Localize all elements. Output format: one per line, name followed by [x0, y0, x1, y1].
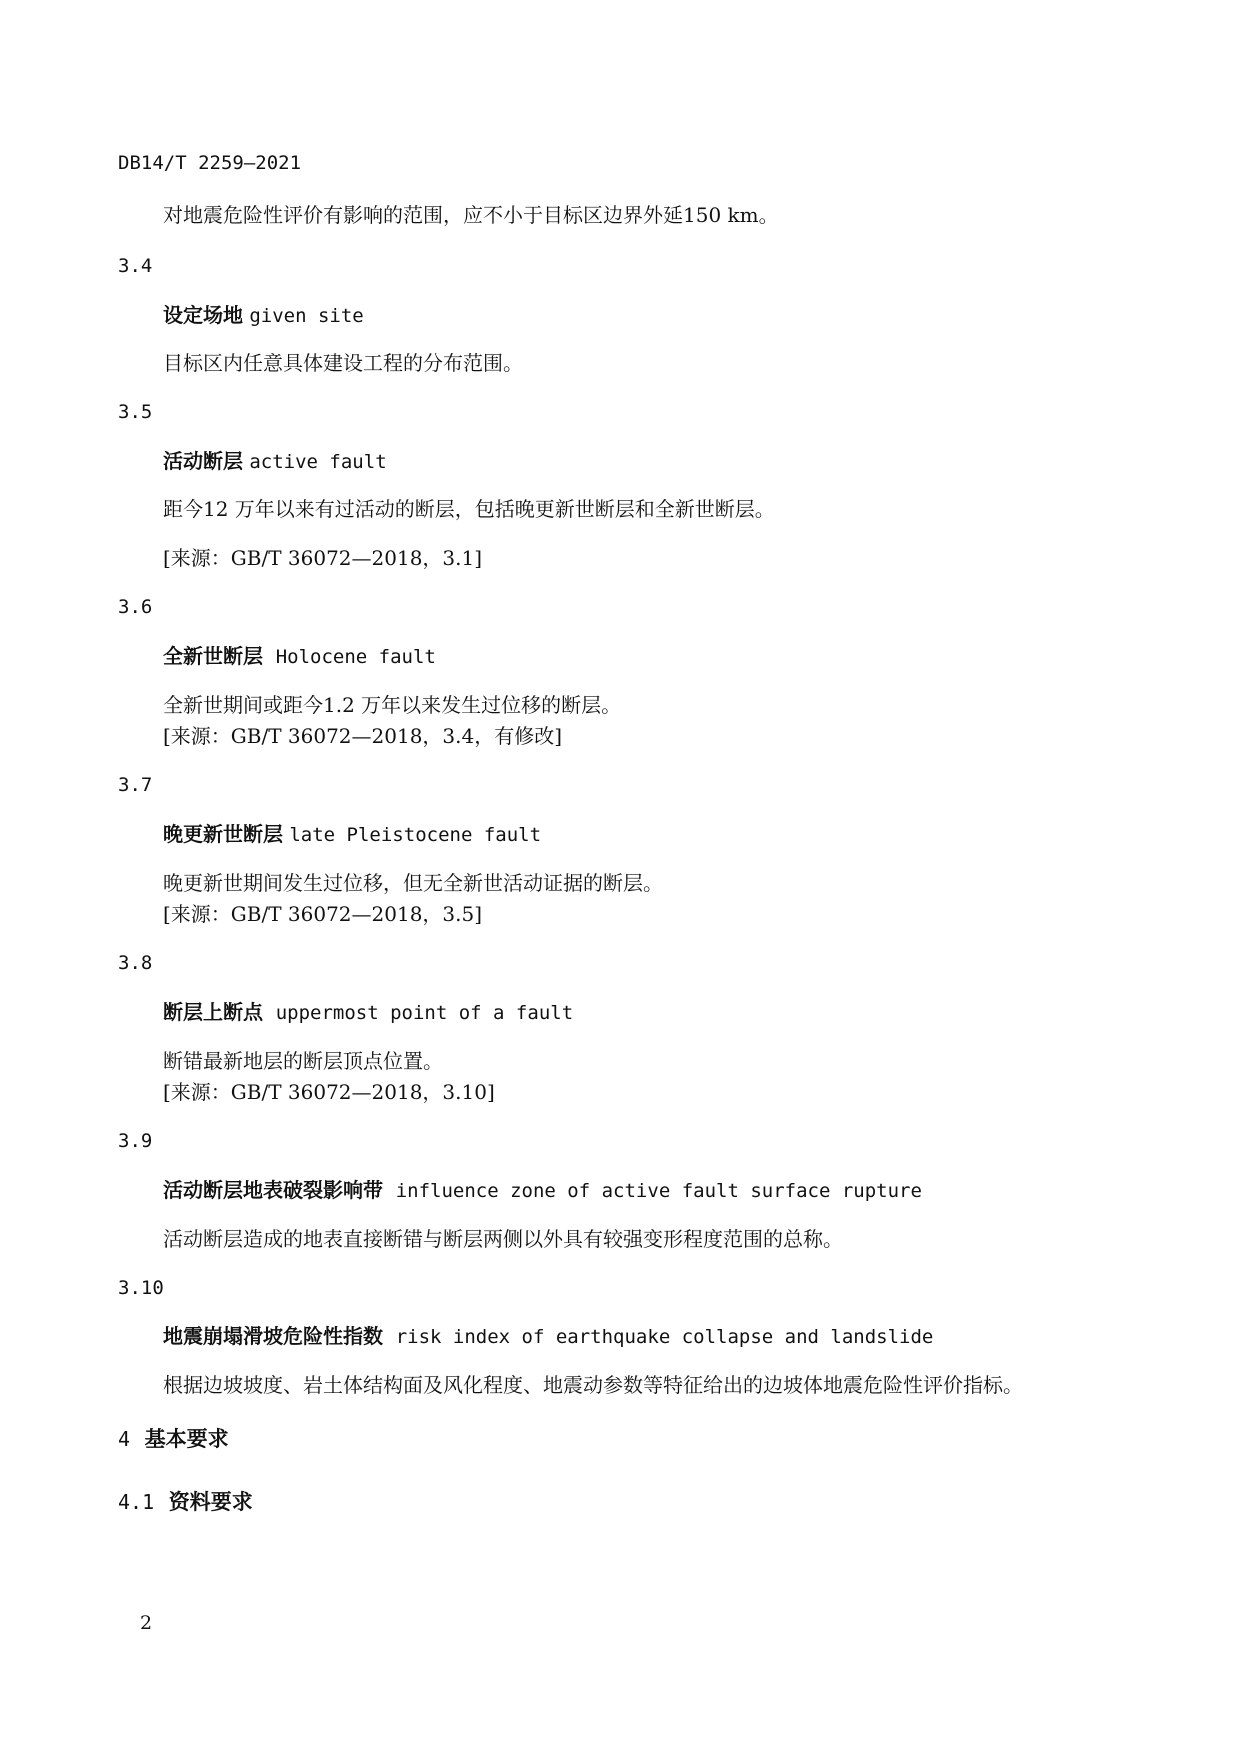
term-number: 3.5	[118, 401, 153, 423]
section-heading	[118, 1426, 229, 1452]
term-name-cn: 晚更新世断层	[163, 822, 283, 846]
term-name-en: Holocene fault	[275, 646, 436, 668]
term-name-cn: 地震崩塌滑坡危险性指数	[163, 1324, 383, 1348]
term-name-en: risk index of earthquake collapse and landslide	[395, 1326, 934, 1348]
term-heading	[163, 1323, 933, 1350]
term-name-en: late Pleistocene fault	[289, 824, 542, 846]
term-heading	[163, 448, 387, 475]
term-source: [来源：GB/T 36072—2018，3.10]	[163, 1080, 495, 1104]
term-name-cn: 设定场地	[163, 303, 243, 327]
term-heading	[163, 643, 436, 670]
page-number: 2	[140, 1612, 153, 1634]
term-definition: 距今12 万年以来有过活动的断层，包括晚更新世断层和全新世断层。	[163, 497, 775, 521]
section-number: 4	[118, 1427, 131, 1451]
term-name-en: influence zone of active fault surface rupture	[395, 1180, 922, 1202]
term-name-cn: 活动断层地表破裂影响带	[163, 1178, 383, 1202]
term-number: 3.8	[118, 952, 153, 974]
term-definition: 全新世期间或距今1.2 万年以来发生过位移的断层。	[163, 693, 622, 717]
term-definition: 目标区内任意具体建设工程的分布范围。	[163, 351, 523, 375]
term-definition: 断错最新地层的断层顶点位置。	[163, 1049, 443, 1073]
term-heading	[163, 302, 364, 329]
term-source: [来源：GB/T 36072—2018，3.4，有修改]	[163, 724, 563, 748]
term-definition: 根据边坡坡度、岩土体结构面及风化程度、地震动参数等特征给出的边坡体地震危险性评价指标。	[163, 1373, 1023, 1397]
term-number: 3.10	[118, 1277, 164, 1299]
term-definition: 晚更新世期间发生过位移，但无全新世活动证据的断层。	[163, 871, 663, 895]
term-number: 3.6	[118, 596, 153, 618]
term-name-en: active fault	[249, 451, 387, 473]
term-number: 3.4	[118, 255, 153, 277]
document-code-header: DB14/T 2259—2021	[118, 152, 302, 174]
term-name-en: given site	[249, 305, 364, 327]
term-number: 3.7	[118, 774, 153, 796]
term-definition: 活动断层造成的地表直接断错与断层两侧以外具有较强变形程度范围的总称。	[163, 1227, 843, 1251]
term-heading	[163, 999, 573, 1026]
subsection-title: 资料要求	[168, 1490, 253, 1514]
term-number: 3.9	[118, 1130, 153, 1152]
term-name-en: uppermost point of a fault	[275, 1002, 574, 1024]
term-name-cn: 活动断层	[163, 449, 243, 473]
term-name-cn: 全新世断层	[163, 644, 263, 668]
subsection-heading	[118, 1489, 253, 1515]
term-name-cn: 断层上断点	[163, 1000, 263, 1024]
term-heading	[163, 821, 541, 848]
subsection-number: 4.1	[118, 1490, 155, 1514]
term-source: [来源：GB/T 36072—2018，3.1]	[163, 546, 483, 570]
term-source: [来源：GB/T 36072—2018，3.5]	[163, 902, 483, 926]
section-title: 基本要求	[144, 1427, 229, 1451]
intro-paragraph: 对地震危险性评价有影响的范围，应不小于目标区边界外延150 km。	[163, 203, 779, 227]
term-heading	[163, 1177, 922, 1204]
